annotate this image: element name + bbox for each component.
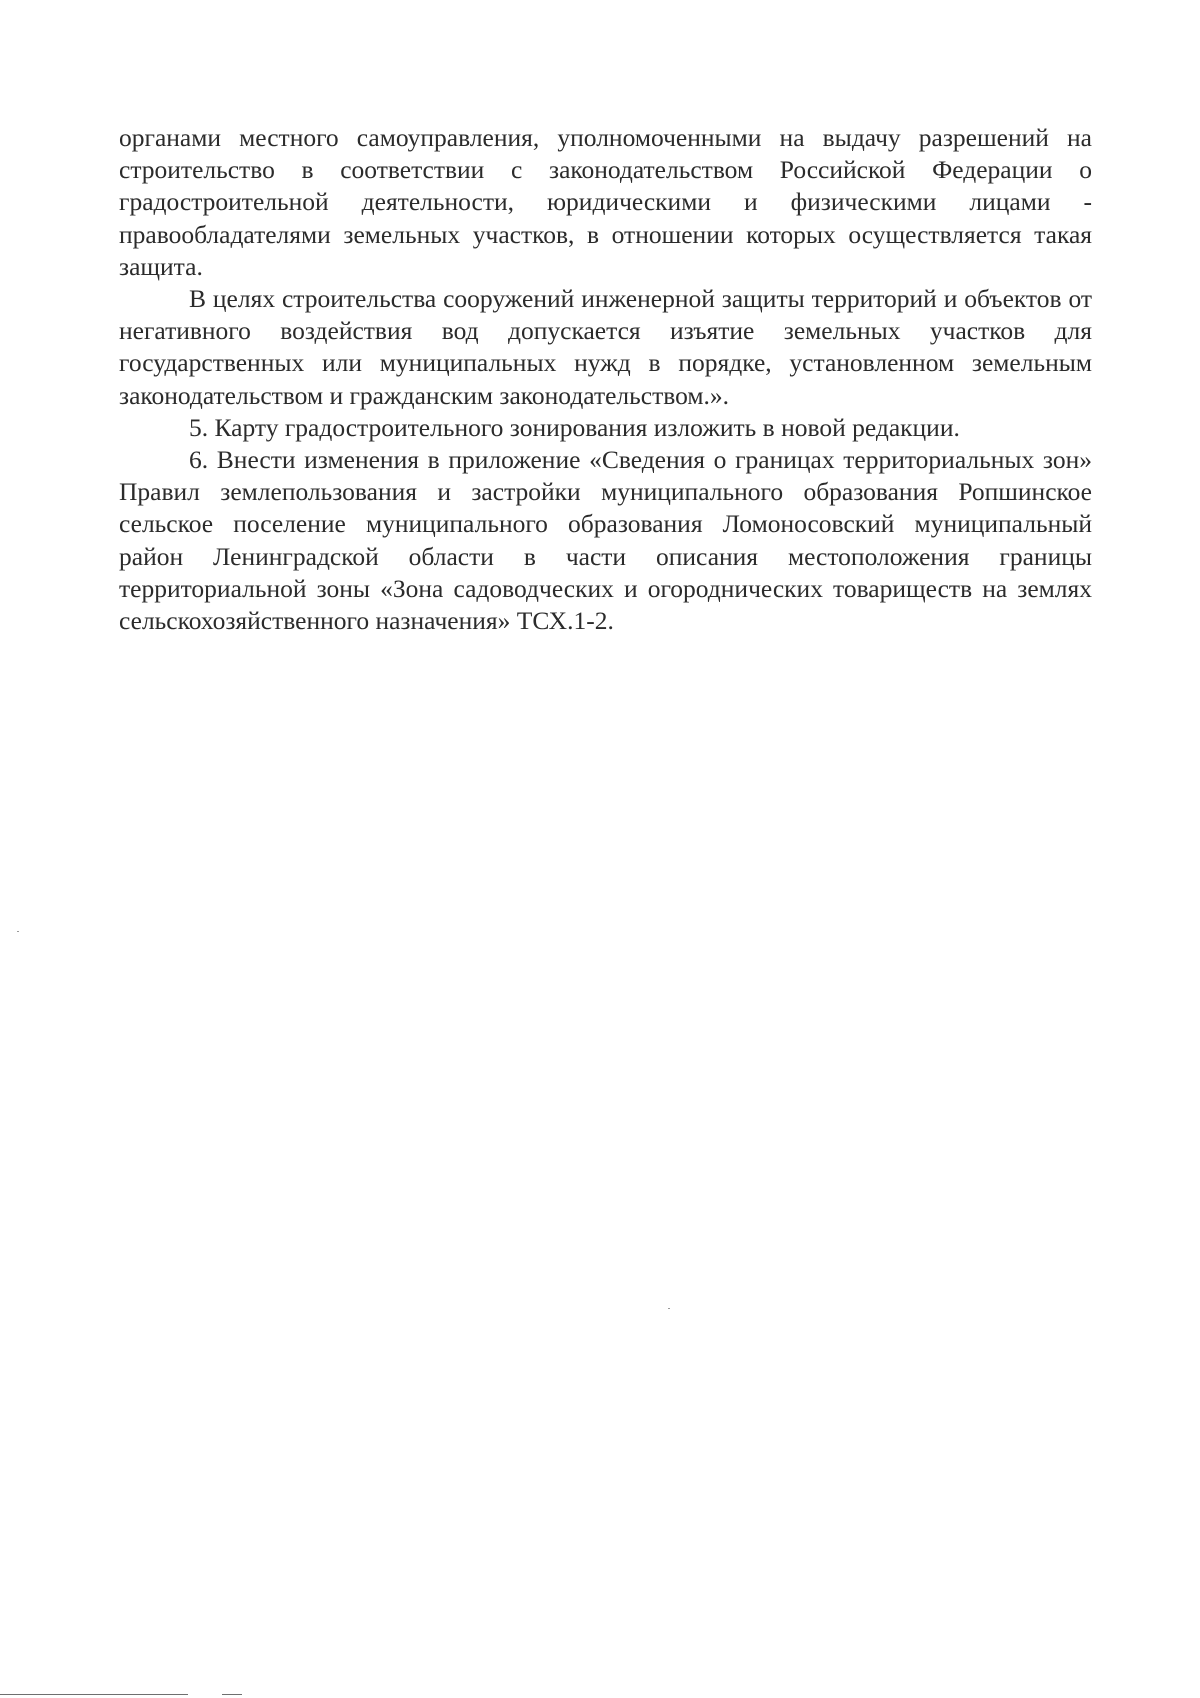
paragraph-continuation: органами местного самоуправления, уполномоченными на выдачу разрешений на строительство в соответствии с законодательством Российской Федерации о градостроительной деятельности, юридическими и физическими лицами - правообладателями земельных участков, в отношении которых осуществляется такая защита. xyxy=(119,123,1092,281)
document-body xyxy=(119,122,1092,637)
scan-speck xyxy=(668,1308,670,1309)
paragraph-item-5: 5. Карту градостроительного зонирования изложить в новой редакции. xyxy=(189,412,960,442)
scan-speck xyxy=(17,931,19,932)
scan-edge-line xyxy=(222,1694,242,1695)
paragraph-land-seizure: В целях строительства сооружений инженерной защиты территорий и объектов от негативного воздействия вод допускается изъятие земельных участков для государственных или муниципальных нужд в порядке, установленном земельным законодательством и гражданским законодательством.». xyxy=(119,284,1092,410)
scan-edge-line xyxy=(0,1694,188,1695)
paragraph-item-6: 6. Внести изменения в приложение «Сведения о границах территориальных зон» Правил землепользования и застройки муниципального образования Ропшинское сельское поселение муниципального образования Ломоносовский муниципальный район Ленинградской области в части описания местоположения границы территориальной зоны «Зона садоводческих и огороднических товариществ на землях сельскохозяйственного назначения» ТСХ.1-2. xyxy=(119,445,1092,636)
